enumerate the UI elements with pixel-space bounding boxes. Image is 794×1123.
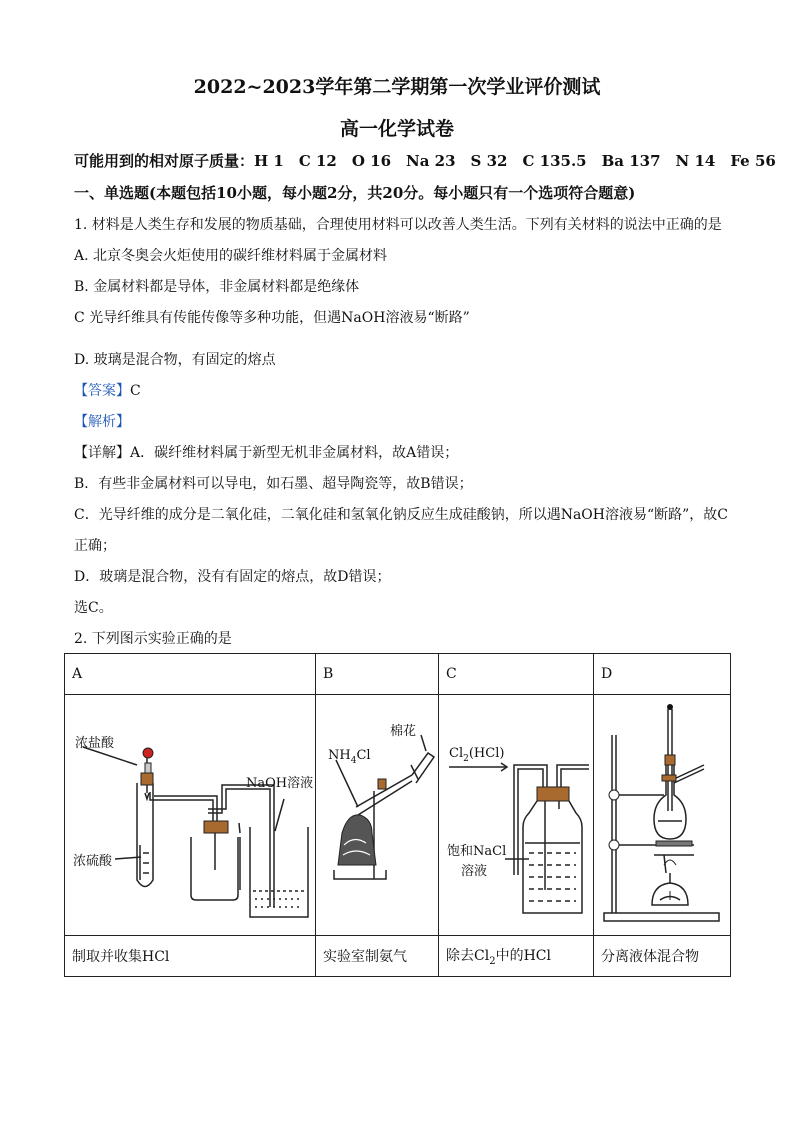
label-conc-hcl: 浓盐酸 [75,736,115,751]
figure-b-ammonia-apparatus [316,695,439,935]
label-saturated-nacl: 饱和NaCl [447,844,507,859]
figure-b-cell [316,695,439,936]
label-cl: Cl [449,746,464,761]
caption-a: 制取并收集HCl [65,936,316,977]
label-conc-h2so4: 浓硫酸 [73,854,113,869]
figure-c-washing-bottle [439,695,594,935]
caption-c [439,936,594,977]
q2-options-table [64,653,731,977]
label-nh4: NH [328,748,351,763]
q1-explanation-c: C．光导纤维的成分是二氧化硅，二氧化硅和氢氧化钠反应生成硅酸钠，所以遇NaOH溶液易“断路”，故C [74,507,729,523]
q1-explanation-d: D．玻璃是混合物，没有有固定的熔点，故D错误； [74,569,391,585]
q1-option-d: D. 玻璃是混合物，有固定的熔点 [74,352,276,368]
q1-explanation-b: B．有些非金属材料可以导电，如石墨、超导陶瓷等，故B错误； [74,476,473,492]
exam-subtitle: 高一化学试卷 [339,118,454,140]
figure-d-cell [594,695,731,936]
caption-c-pre: 除去Cl [446,948,490,965]
q1-answer [74,380,141,400]
caption-c-post: 中的HCl [495,948,551,965]
header-b: B [316,654,439,695]
q1-explanation-a [74,442,458,462]
caption-d: 分离液体混合物 [594,936,731,977]
exam-title: 2022~2023学年第二学期第一次学业评价测试 [193,76,601,98]
header-d: D [594,654,731,695]
figure-d-distillation [594,695,731,935]
label-cotton: 棉花 [390,724,417,739]
analysis-tag: 【解析】 [74,414,130,430]
label-nh4-cl: Cl [356,748,371,763]
q1-option-c: C 光导纤维具有传能传像等多种功能，但遇NaOH溶液易“断路” [74,310,470,326]
label-cl-sub: 2 [463,754,469,764]
label-nh4-sub: 4 [350,756,357,766]
label-nh4cl [328,748,371,766]
label-naoh-solution: NaOH溶液 [246,776,314,791]
header-c: C [439,654,594,695]
figure-c-cell [439,695,594,936]
label-solution: 溶液 [461,864,488,879]
figure-a-hcl-apparatus [65,695,316,935]
figure-a-cell [65,695,316,936]
q1-conclusion: 选C。 [74,600,113,616]
q1-option-b: B. 金属材料都是导体，非金属材料都是绝缘体 [74,279,360,295]
caption-b: 实验室制氨气 [316,936,439,977]
header-a: A [65,654,316,695]
q2-stem: 2. 下列图示实验正确的是 [74,631,232,647]
label-cl2-hcl [449,746,504,764]
exp-a-text: A．碳纤维材料属于新型无机非金属材料，故A错误； [130,445,459,461]
q1-explanation-c-cont: 正确； [74,538,116,554]
label-hcl: (HCl) [468,746,505,761]
answer-tag: 【答案】 [74,383,130,399]
caption-c-sub: 2 [489,955,496,967]
q1-stem: 1. 材料是人类生存和发展的物质基础，合理使用材料可以改善人类生活。下列有关材料的说法中正确的是 [74,217,722,233]
section-heading: 一、单选题(本题包括10小题，每小题2分，共20分。每小题只有一个选项符合题意) [74,184,636,202]
detail-tag: 【详解】 [74,445,130,461]
atomic-masses: 可能用到的相对原子质量：H 1 C 12 O 16 Na 23 S 32 C 135.5 Ba 137 N 14 Fe 56 [74,152,776,170]
answer-value: C [130,383,141,399]
q1-option-a: A. 北京冬奥会火炬使用的碳纤维材料属于金属材料 [74,248,388,264]
